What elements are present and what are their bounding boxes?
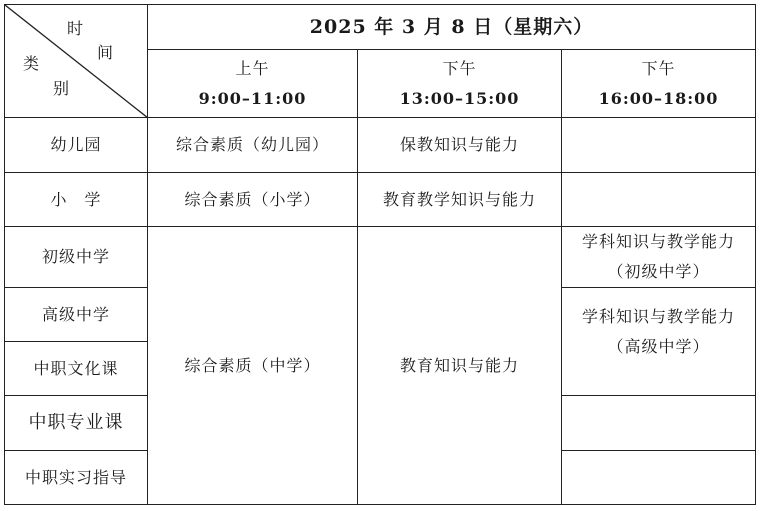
- senior-evening-subject: [562, 288, 756, 396]
- primary-morning-subject: 综合素质（小学）: [148, 173, 358, 227]
- corner-header-cell: [5, 5, 148, 118]
- junior-evening-subject-line1: 学科知识与教学能力: [581, 232, 735, 251]
- kindergarten-afternoon-subject: 保教知识与能力: [358, 118, 562, 173]
- slot-afternoon-period: 下午: [442, 58, 477, 78]
- exam-date-header: 2025 年 3 月 8 日（星期六）: [148, 5, 756, 50]
- junior-evening-subject-line2: （初级中学）: [607, 262, 710, 281]
- slot-afternoon-header: [358, 50, 562, 118]
- slot-morning-time: 9:00–11:00: [198, 88, 307, 108]
- corner-category-label-b: 别: [53, 79, 71, 98]
- secondary-morning-subject: 综合素质（中学）: [148, 227, 358, 505]
- category-junior-high: 初级中学: [5, 227, 148, 288]
- table-row: [5, 173, 756, 227]
- secondary-afternoon-subject: 教育知识与能力: [358, 227, 562, 505]
- category-vocational-culture: 中职文化课: [5, 342, 148, 396]
- category-vocational-practice: 中职实习指导: [5, 451, 148, 505]
- corner-category-label-a: 类: [23, 54, 41, 73]
- category-senior-high: 高级中学: [5, 288, 148, 342]
- slot-evening-period: 下午: [641, 58, 676, 78]
- slot-afternoon-time: 13:00–15:00: [399, 88, 520, 108]
- slot-evening-time: 16:00–18:00: [598, 88, 719, 108]
- slot-morning-header: [148, 50, 358, 118]
- vocational-practice-evening-empty: [562, 451, 756, 505]
- corner-time-label-a: 时: [67, 19, 85, 38]
- slot-morning-period: 上午: [235, 58, 270, 78]
- vocational-specialty-evening-empty: [562, 396, 756, 451]
- category-primary: 小 学: [5, 173, 148, 227]
- table-row: [5, 118, 756, 173]
- senior-evening-subject-line2: （高级中学）: [607, 337, 710, 356]
- kindergarten-morning-subject: 综合素质（幼儿园）: [148, 118, 358, 173]
- kindergarten-evening-empty: [562, 118, 756, 173]
- slot-evening-header: [562, 50, 756, 118]
- primary-afternoon-subject: 教育教学知识与能力: [358, 173, 562, 227]
- primary-evening-empty: [562, 173, 756, 227]
- category-vocational-specialty: 中职专业课: [5, 396, 148, 451]
- table-row: [5, 227, 756, 288]
- junior-evening-subject: [562, 227, 756, 288]
- corner-time-label-b: 间: [97, 43, 115, 62]
- senior-evening-subject-line1: 学科知识与教学能力: [581, 307, 735, 326]
- category-kindergarten: 幼儿园: [5, 118, 148, 173]
- schedule-table: [4, 4, 756, 505]
